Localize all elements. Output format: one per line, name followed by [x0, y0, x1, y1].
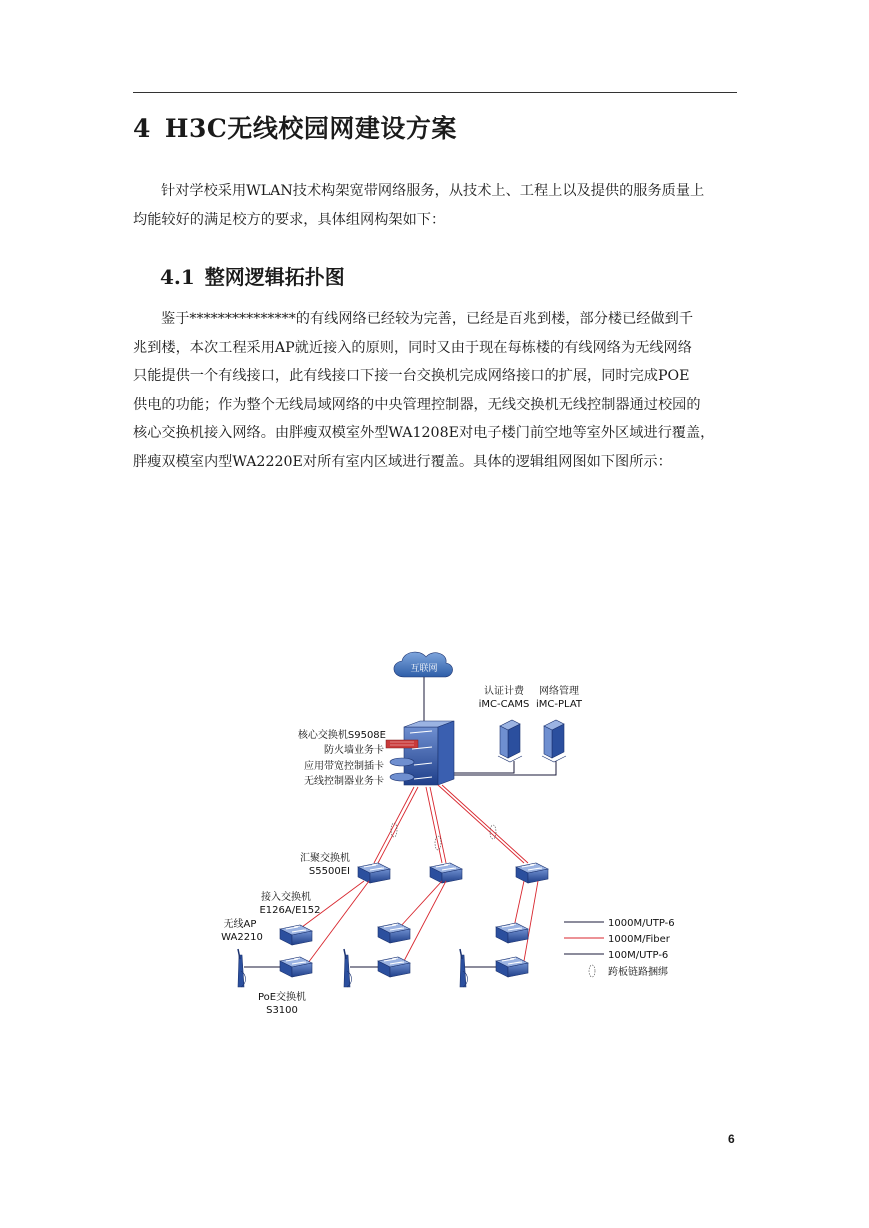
aggregation-access-links [298, 881, 538, 963]
subsection-number: 4.1 [160, 265, 195, 289]
server-auth-icon [498, 720, 522, 762]
access-switch-icon [280, 925, 312, 945]
text-line: 只能提供一个有线接口，此有线接口下接一台交换机完成网络接口的扩展，同时完成POE [133, 368, 690, 384]
aggregation-switch-model: S5500EI [308, 866, 350, 877]
text-line: 针对学校采用WLAN技术构架宽带网络服务，从技术上、工程上以及提供的服务质量上 [161, 183, 705, 199]
bandwidth-card-label: 应用带宽控制插卡 [304, 761, 384, 772]
server-nms-model: iMC-PLAT [535, 699, 583, 710]
firewall-card-label: 防火墙业务卡 [324, 745, 384, 756]
text-line: 鉴于***************的有线网络已经较为完善，已经是百兆到楼，部分楼已经做到千 [161, 311, 694, 327]
section-heading [133, 109, 457, 145]
server-nms-icon [542, 720, 566, 762]
subsection-title: 整网逻辑拓扑图 [204, 265, 345, 289]
wireless-card-label: 无线控制器业务卡 [304, 776, 384, 787]
access-switch-model: E126A/E152 [259, 905, 321, 916]
text-line: 胖瘦双模室内型WA2220E对所有室内区域进行覆盖。具体的逻辑组网图如下图所示： [133, 453, 672, 470]
text-line: 核心交换机接入网络。由胖瘦双模室外型WA1208E对电子楼门前空地等室外区域进行覆盖， [133, 425, 715, 441]
header-rule [133, 92, 737, 93]
legend-bundle-label: 跨板链路捆绑 [608, 967, 668, 978]
section-title: H3C无线校园网建设方案 [164, 114, 457, 143]
section-number: 4 [133, 114, 151, 143]
poe-switch-icon [280, 957, 312, 977]
core-switch-label: 核心交换机S9508E [297, 730, 386, 741]
legend-utp-label: 1000M/UTP-6 [608, 918, 675, 929]
legend-fiber-label: 1000M/Fiber [608, 934, 670, 945]
core-switch-icon [386, 721, 454, 785]
body-paragraph [133, 305, 737, 476]
poe-switch-icon [496, 957, 528, 977]
legend-bundle-swatch [589, 965, 595, 977]
ap-label: 无线AP [223, 919, 257, 930]
server-auth-model: iMC-CAMS [478, 699, 530, 710]
text-line: 均能较好的满足校方的要求，具体组网构架如下： [133, 211, 446, 228]
text-line: 供电的功能；作为整个无线局域网络的中央管理控制器，无线交换机无线控制器通过校园的 [133, 396, 701, 413]
ap-model: WA2210 [221, 932, 263, 943]
wireless-ap-icon [238, 949, 246, 987]
server-nms-name: 网络管理 [539, 686, 579, 697]
wireless-ap-icon [460, 949, 468, 987]
aggregation-switch-icon [358, 863, 390, 883]
poe-switch-icon [378, 957, 410, 977]
access-switch-icon [378, 923, 410, 943]
poe-switch-label: PoE交换机 [257, 992, 307, 1003]
poe-switch-model: S3100 [266, 1005, 298, 1016]
wireless-ap-icon [344, 949, 352, 987]
intro-paragraph [133, 177, 737, 234]
access-switch-icon [496, 923, 528, 943]
subsection-heading [160, 261, 345, 290]
internet-label: 互联网 [410, 664, 438, 674]
aggregation-switch-icon [430, 863, 462, 883]
text-line: 兆到楼，本次工程采用AP就近接入的原则，同时又由于现在每栋楼的有线网络为无线网络 [133, 339, 692, 356]
access-switch-label: 接入交换机 [261, 892, 311, 903]
aggregation-switch-icon [516, 863, 548, 883]
legend-100m-label: 100M/UTP-6 [608, 950, 669, 961]
aggregation-switch-label: 汇聚交换机 [300, 853, 350, 864]
diagram-legend [564, 918, 675, 978]
network-topology-diagram [214, 645, 684, 1017]
server-auth-name: 认证计费 [484, 686, 524, 697]
page-number: 6 [728, 1132, 735, 1146]
core-aggregation-links [374, 785, 528, 863]
